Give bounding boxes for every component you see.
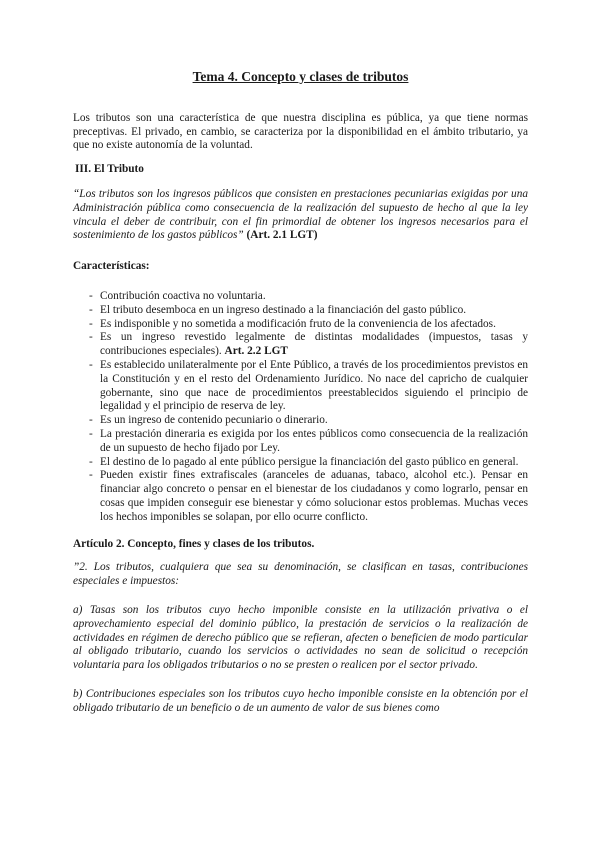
list-item: - Pueden existir fines extrafiscales (aranceles de aduanas, tabaco, alcohol etc.). Pensar en financiar algo concreto o pensar en el bienestar de los ciudadanos y como lograrlo, pensar en cosas que impiden conseguir ese bienestar y cómo solucionar estos problemas. Muchas veces los hechos imponibles se solapan, por ello ocurre conflicto. <box>73 469 528 524</box>
document-page <box>73 70 528 715</box>
article-intro: ”2. Los tributos, cualquiera que sea su denominación, se clasifican en tasas, contribuciones especiales e impuestos: <box>73 561 528 588</box>
article-heading: Artículo 2. Concepto, fines y clases de los tributos. <box>73 537 315 550</box>
characteristics-heading: Características: <box>73 260 150 273</box>
list-item-text: Es un ingreso revestido legalmente de distintas modalidades (impuestos, tasas y contribuciones especiales). <box>100 331 528 358</box>
tributo-definition-quote <box>73 188 528 243</box>
article-paragraph-b: b) Contribuciones especiales son los tributos cuyo hecho imponible consiste en la obtención por el obligado tributario de un beneficio o de un aumento de valor de sus bienes como <box>73 687 528 714</box>
list-item: - Es establecido unilateralmente por el Ente Público, a través de los procedimientos previstos en la Constitución y en el resto del Ordenamiento Jurídico. No nace del capricho de cualquier gobernante, sino que nace de procedimientos preestablecidos siguiendo el principio de legalidad y el principio de reserva de ley. <box>73 359 528 414</box>
characteristics-list <box>73 290 528 525</box>
quote-text: “Los tributos son los ingresos públicos que consisten en prestaciones pecuniarias exigidas por una Administración pública como consecuencia de la realización del supuesto de hecho al que la ley vincula el deber de contribuir, con el fin primordial de obtener los ingresos necesarios para el sostenimiento de los gastos públicos” <box>73 187 528 242</box>
document-title: Tema 4. Concepto y clases de tributos <box>192 69 409 84</box>
list-item: - El destino de lo pagado al ente público persigue la financiación del gasto público en general. <box>73 456 528 470</box>
list-item: - Es indisponible y no sometida a modificación fruto de la conveniencia de los afectados. <box>73 318 528 332</box>
quote-reference: (Art. 2.1 LGT) <box>246 229 318 242</box>
list-item: - El tributo desemboca en un ingreso destinado a la financiación del gasto público. <box>73 304 528 318</box>
list-item: - Es un ingreso de contenido pecuniario o dinerario. <box>73 414 528 428</box>
list-item-reference: Art. 2.2 LGT <box>224 345 288 358</box>
article-paragraph-a: a) Tasas son los tributos cuyo hecho imponible consiste en la utilización privativa o el aprovechamiento especial del dominio público, la prestación de servicios o la realización de actividades en régimen de derecho público que se refieran, afecten o beneficien de modo particular al obligado tributario, cuando los servicios o actividades no sean de solicitud o recepción voluntaria para los obligados tributarios o no se presten o realicen por el sector privado. <box>73 603 528 672</box>
list-item: - Contribución coactiva no voluntaria. <box>73 290 528 304</box>
section-heading: III. El Tributo <box>75 163 144 176</box>
intro-paragraph: Los tributos son una característica de que nuestra disciplina es pública, ya que tiene normas preceptivas. El privado, en cambio, se caracteriza por la disponibilidad en el ámbito tributario, ya que no existe autonomía de la voluntad. <box>73 111 528 152</box>
list-item <box>73 331 528 359</box>
list-item: - La prestación dineraria es exigida por los entes públicos como consecuencia de la realización de un supuesto de hecho fijado por Ley. <box>73 428 528 456</box>
